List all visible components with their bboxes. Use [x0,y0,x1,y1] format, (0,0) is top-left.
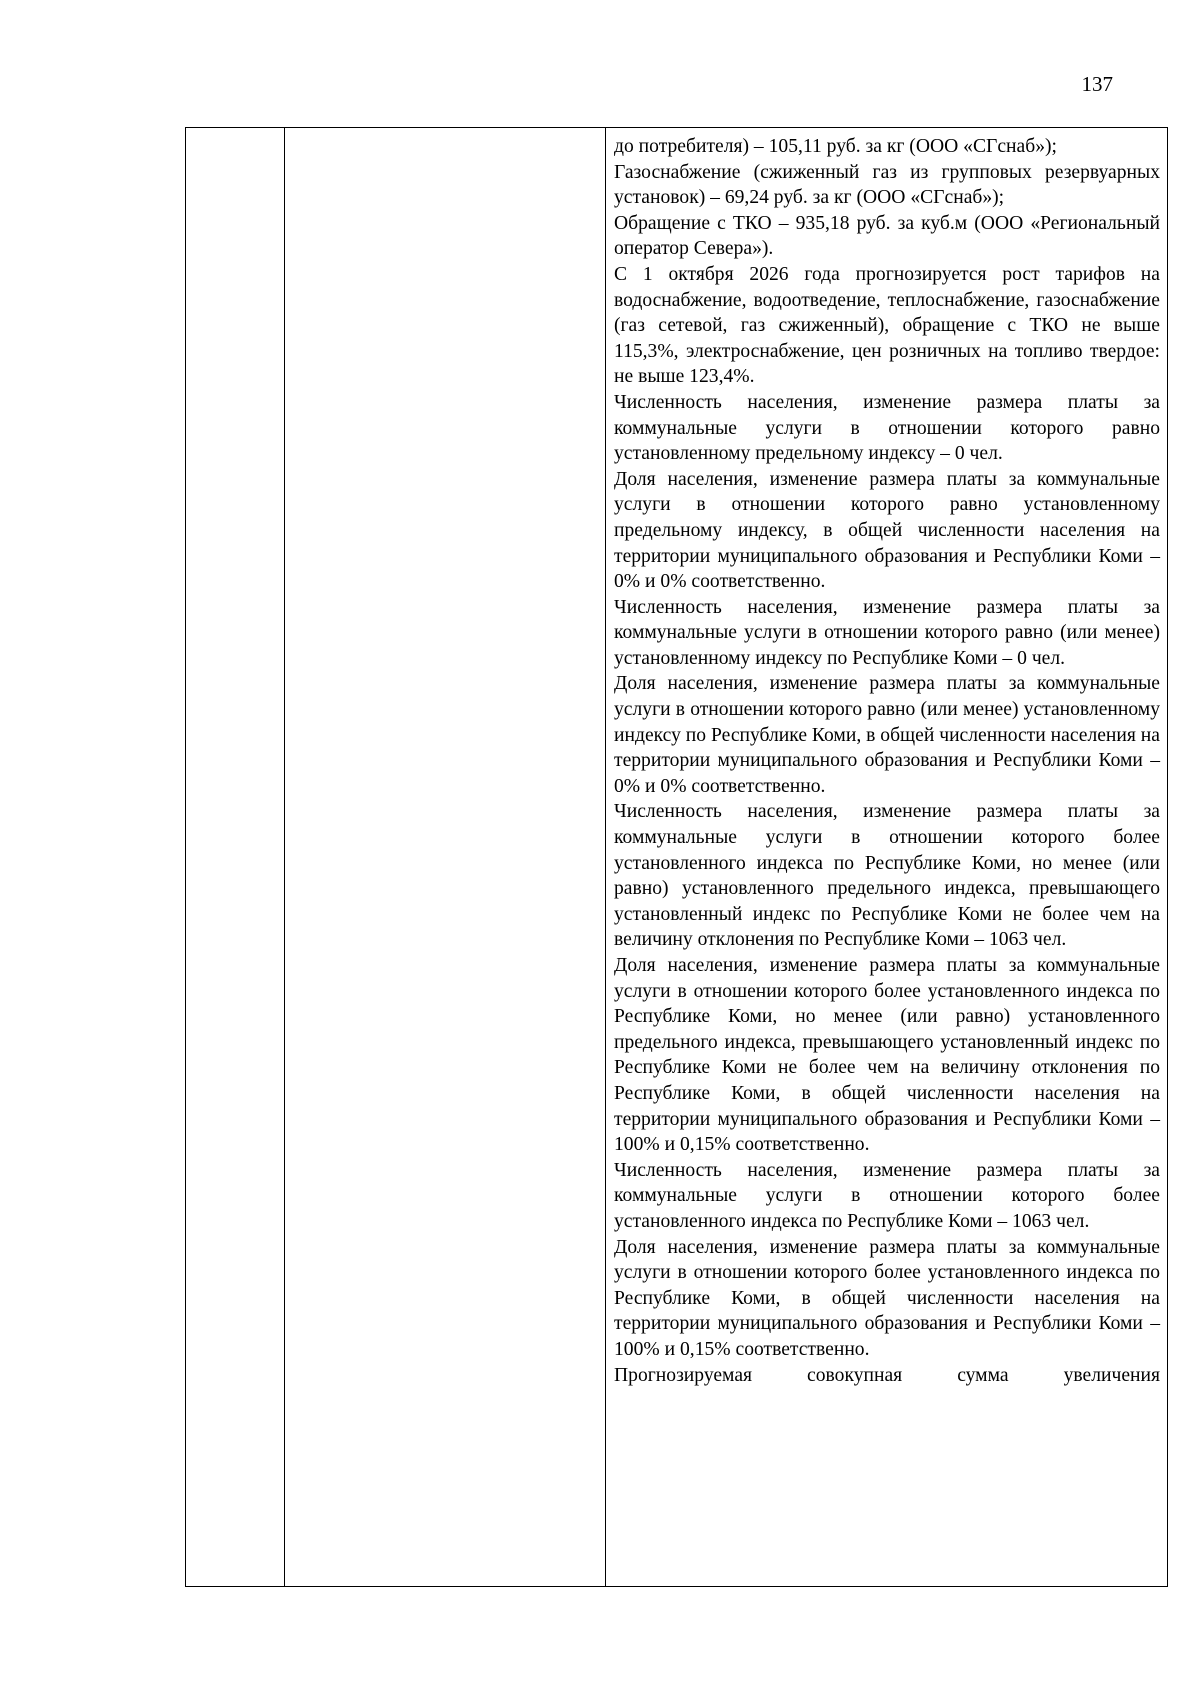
table-cell-empty-1 [186,128,285,1587]
paragraph: Численность населения, изменение размера платы за коммунальные услуги в отношении которого равно установленному предельному индексу – 0 чел. [614,391,1160,465]
page-number: 137 [1081,72,1113,96]
document-table [185,127,1168,1587]
paragraph: Доля населения, изменение размера платы за коммунальные услуги в отношении которого более установленного индекса по Республике Коми, в общей численности населения на территории муниципального образования и Республики Коми – 100% и 0,15% соответственно. [614,1236,1160,1360]
table-cell-empty-2 [285,128,606,1587]
table-cell-text [606,128,1168,1587]
paragraph: до потребителя) – 105,11 руб. за кг (ООО «СГснаб»); [614,136,1057,157]
paragraph: Обращение с ТКО – 935,18 руб. за куб.м (ООО «Региональный оператор Севера»). [614,212,1160,260]
paragraph: Доля населения, изменение размера платы за коммунальные услуги в отношении которого более установленного индекса по Республике Коми, но менее (или равно) установленного предельного индекса, превышающего установленный индекс по Республике Коми не более чем на величину отклонения по Республике Коми, в общей численности населения на территории муниципального образования и Республики Коми – 100% и 0,15% соответственно. [614,955,1160,1156]
paragraph: Численность населения, изменение размера платы за коммунальные услуги в отношении которого равно (или менее) установленному индексу по Республике Коми – 0 чел. [614,596,1160,669]
table-row [186,128,1168,1587]
paragraph: Численность населения, изменение размера платы за коммунальные услуги в отношении которого более установленного индекса по Республике Коми, но менее (или равно) установленного предельного индекса, превышающего установленный индекс по Республике Коми не более чем на величину отклонения по Республике Коми – 1063 чел. [614,801,1160,951]
paragraph: Численность населения, изменение размера платы за коммунальные услуги в отношении которого более установленного индекса по Республике Коми – 1063 чел. [614,1159,1160,1232]
paragraph: Доля населения, изменение размера платы за коммунальные услуги в отношении которого равно установленному предельному индексу, в общей численности населения на территории муниципального образования и Республики Коми – 0% и 0% соответственно. [614,468,1160,593]
paragraph: С 1 октября 2026 года прогнозируется рост тарифов на водоснабжение, водоотведение, теплоснабжение, газоснабжение (газ сетевой, газ сжиженный), обращение с ТКО не выше 115,3%, электроснабжение, цен розничных на топливо твердое: не выше 123,4%. [614,263,1160,388]
paragraph: Доля населения, изменение размера платы за коммунальные услуги в отношении которого равно (или менее) установленному индексу по Республике Коми, в общей численности населения на территории муниципального образования и Республики Коми – 0% и 0% соответственно. [614,673,1160,797]
paragraph: Газоснабжение (сжиженный газ из групповых резервуарных установок) – 69,24 руб. за кг (ООО «СГснаб»); [614,161,1160,209]
paragraph: Прогнозируемая совокупная сумма увеличения [614,1364,1160,1386]
